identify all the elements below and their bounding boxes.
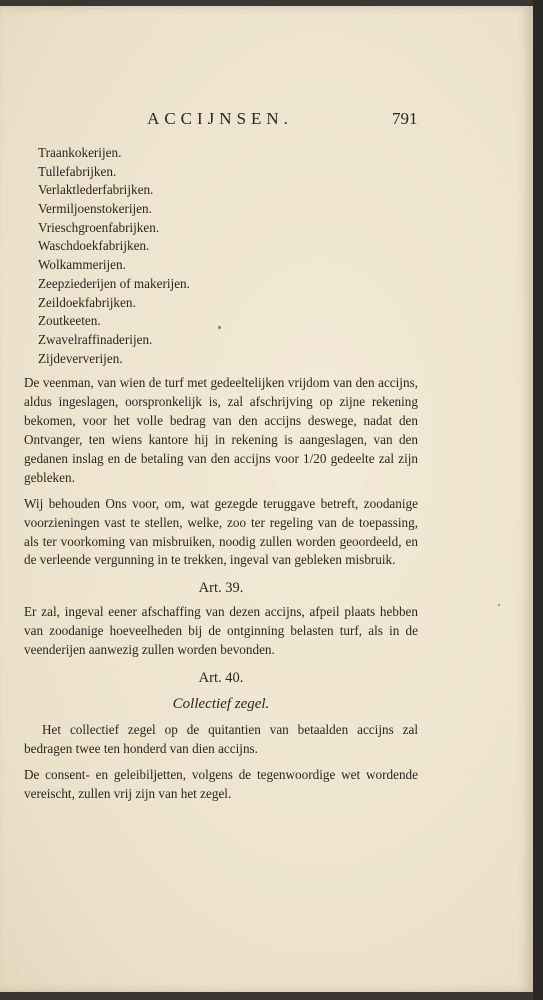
paragraph-voorbehoud: Wij behouden Ons voor, om, wat gezegde teruggave betreft, zoodanige voorzieningen vast te stellen, welke, zoo ter regeling van de toepassing, als ter voorkoming van misbruiken, noodig zullen worden geoordeeld, en de verleende vergunning in te trekken, ingeval van gebleken misbruik. (24, 495, 418, 568)
section-title: Collectief zegel. (172, 696, 270, 713)
list-item: Wolkammerijen. (38, 257, 126, 273)
list-item: Vermiljoenstokerijen. (38, 201, 152, 217)
list-item: Verlaktlederfabrijken. (38, 182, 154, 198)
list-item: Waschdoekfabrijken. (38, 238, 150, 254)
list-item: Zwavelraffinaderijen. (38, 331, 153, 347)
article-heading-39: Art. 39. (198, 580, 244, 597)
list-item: Zeildoekfabrijken. (38, 294, 136, 310)
running-title: ACCIJNSEN. (147, 109, 293, 128)
list-item: Vrieschgroenfabrijken. (38, 219, 160, 235)
industry-list (38, 144, 418, 368)
list-item: Traankokerijen. (38, 145, 122, 160)
list-item: Zeepziederijen of makerijen. (38, 275, 190, 291)
paper-speck (498, 604, 500, 606)
book-page (0, 6, 535, 992)
page-content (24, 144, 418, 811)
article-heading-40: Art. 40. (198, 670, 244, 687)
paragraph-collectief-zegel: Het collectief zegel op de quitantien van betaalden accijns zal bedragen twee ten honderd van dien accijns. (24, 722, 418, 756)
paragraph-consent: De consent- en geleibiljetten, volgens de tegenwoordige wet wordende vereischt, zullen vrij zijn van het zegel. (24, 766, 418, 801)
book-spine-edge (533, 0, 543, 1000)
page-number: 791 (392, 109, 418, 128)
list-item: Zoutkeeten. (38, 313, 101, 329)
paper-speck (218, 326, 221, 329)
paragraph-veenman: De veenman, van wien de turf met gedeeltelijken vrijdom van den accijns, aldus ingeslagen, oorspronkelijk is, zal afschrijving op zijne rekening bekomen, voor het volle bedrag van den accijns deswege, nadat den Ontvanger, ten wiens kantore hij in rekening is aangeslagen, van den gedanen inslag en de betaling van den accijns voor 1/20 gedeelte zal zijn gebleken. (24, 375, 418, 485)
page-header (0, 109, 533, 133)
list-item: Zijdeververijen. (38, 350, 123, 366)
list-item: Tullefabrijken. (38, 163, 117, 179)
paragraph-afpeil: Er zal, ingeval eener afschaffing van dezen accijns, afpeil plaats hebben van zoodanige hoeveelheden bij de ontginning belasten turf, als in de veenderijen aanwezig zullen worden bevonden. (24, 604, 418, 658)
